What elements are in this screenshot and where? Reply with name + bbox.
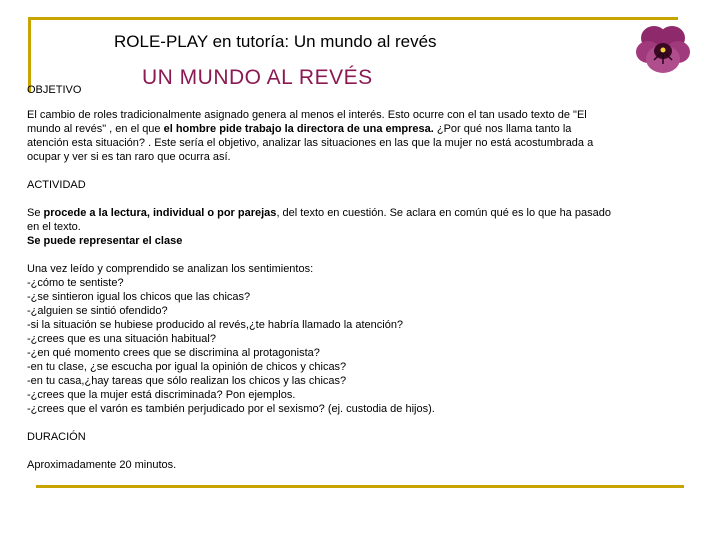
actividad-paragraph: Se procede a la lectura, individual o por parejas, del texto en cuestión. Se aclara en común qué es lo que ha pasado en el texto. xyxy=(27,207,611,233)
slide-title: ROLE-PLAY en tutoría: Un mundo al revés xyxy=(114,32,437,51)
question-item: -¿cómo te sentiste? xyxy=(27,277,124,289)
main-heading: UN MUNDO AL REVÉS xyxy=(142,66,373,89)
objetivo-paragraph: El cambio de roles tradicionalmente asignado genera al menos el interés. Esto ocurre con el tan usado texto de "El mundo al revés" , en el que el hombre pide trabajo la directora de una empresa. ¿Por qué nos llama tanto la atención esta situación? . Este sería el objetivo, analizar las situaciones en las que la mujer no está acostumbrada a ocupar y ver si es tan raro que ocurra así. xyxy=(27,109,594,163)
question-item: -¿se sintieron igual los chicos que las chicas? xyxy=(27,291,251,303)
actividad-label: ACTIVIDAD xyxy=(27,179,86,191)
body-text xyxy=(27,108,612,472)
frame-top-line xyxy=(28,17,678,20)
duracion-value: Aproximadamente 20 minutos. xyxy=(27,459,177,471)
pansy-flower-icon xyxy=(636,22,690,76)
question-item: -¿crees que el varón es también perjudicado por el sexismo? (ej. custodia de hijos). xyxy=(27,403,435,415)
question-item: -¿alguien se sintió ofendido? xyxy=(27,305,168,317)
question-item: -si la situación se hubiese producido al revés,¿te habría llamado la atención? xyxy=(27,319,404,331)
question-item: -en tu casa,¿hay tareas que sólo realizan los chicos y las chicas? xyxy=(27,375,347,387)
duracion-label: DURACIÓN xyxy=(27,431,86,443)
question-item: -¿crees que es una situación habitual? xyxy=(27,333,216,345)
frame-bottom-line xyxy=(36,485,684,488)
actividad-representar: Se puede representar el clase xyxy=(27,235,183,247)
preguntas-intro: Una vez leído y comprendido se analizan los sentimientos: xyxy=(27,263,314,275)
question-item: -¿crees que la mujer está discriminada? Pon ejemplos. xyxy=(27,389,296,401)
frame-left-line xyxy=(28,17,31,92)
question-item: -¿en qué momento crees que se discrimina al protagonista? xyxy=(27,347,320,359)
question-item: -en tu clase, ¿se escucha por igual la opinión de chicos y chicas? xyxy=(27,361,347,373)
objetivo-label: OBJETIVO xyxy=(27,84,82,96)
